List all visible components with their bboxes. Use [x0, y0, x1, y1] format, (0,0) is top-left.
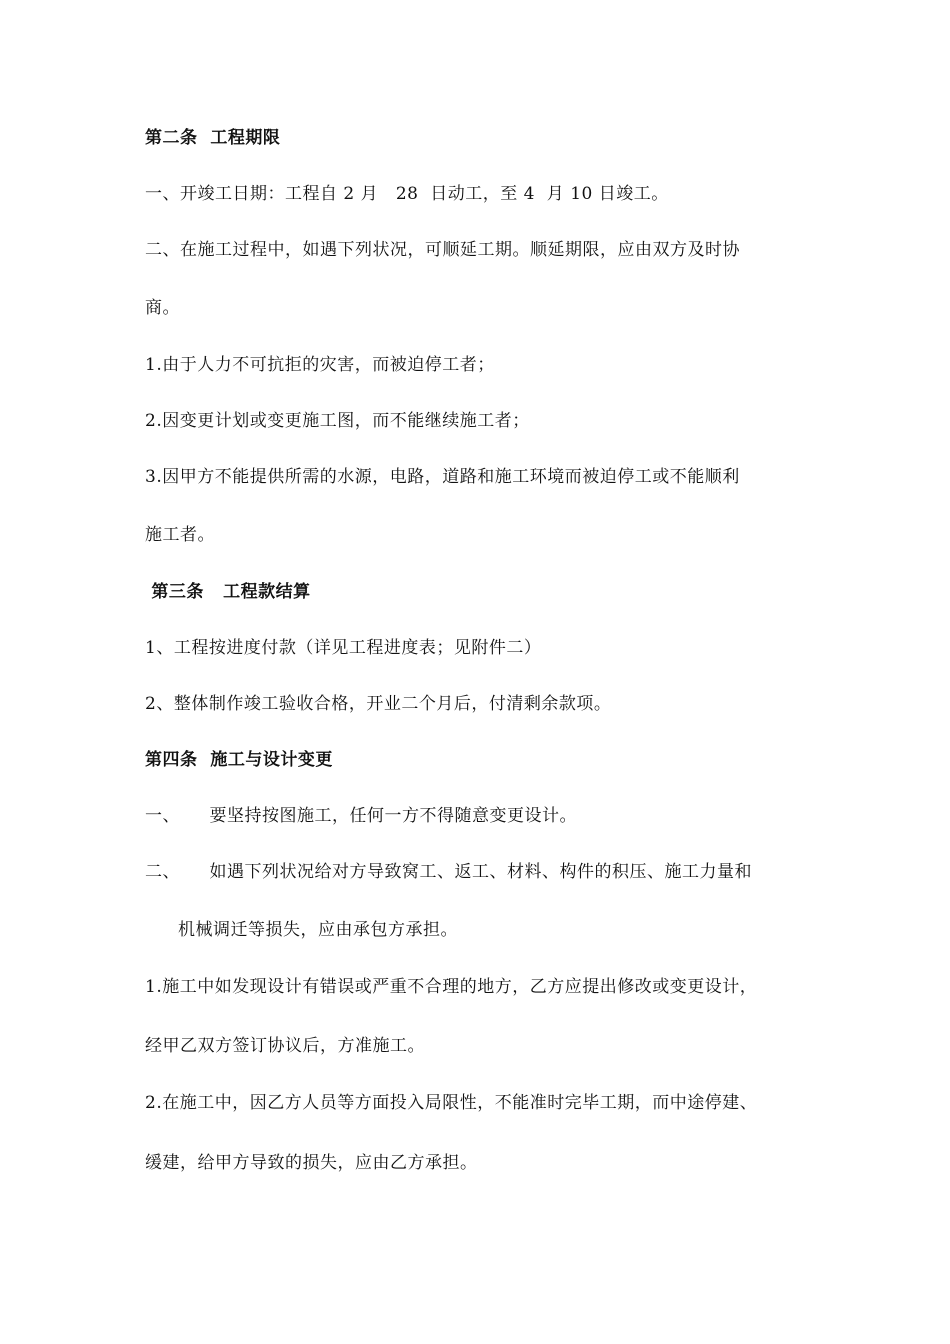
paragraph-line: 一、开竣工日期：工程自 2 月 28 日动工，至 4 月 10 日竣工。 — [145, 184, 669, 204]
paragraph-line: 缓建，给甲方导致的损失，应由乙方承担。 — [145, 1153, 478, 1173]
paragraph-line: 1、工程按进度付款（详见工程进度表；见附件二） — [145, 638, 542, 658]
section-heading-3: 第三条 工程款结算 — [145, 582, 311, 602]
paragraph-line: 机械调迁等损失，应由承包方承担。 — [178, 920, 458, 940]
paragraph-line: 3.因甲方不能提供所需的水源，电路，道路和施工环境而被迫停工或不能顺利 — [145, 467, 740, 487]
paragraph-line: 一、 要坚持按图施工，任何一方不得随意变更设计。 — [145, 806, 578, 826]
paragraph-line: 1.施工中如发现设计有错误或严重不合理的地方，乙方应提出修改或变更设计， — [145, 977, 758, 997]
paragraph-line: 经甲乙双方签订协议后，方准施工。 — [145, 1036, 425, 1056]
paragraph-line: 二、在施工过程中，如遇下列状况，可顺延工期。顺延期限，应由双方及时协 — [145, 240, 740, 260]
paragraph-line: 1.由于人力不可抗拒的灾害，而被迫停工者； — [145, 355, 495, 375]
paragraph-line: 2、整体制作竣工验收合格，开业二个月后，付清剩余款项。 — [145, 694, 612, 714]
paragraph-line: 商。 — [145, 298, 180, 318]
paragraph-line: 二、 如遇下列状况给对方导致窝工、返工、材料、构件的积压、施工力量和 — [145, 862, 753, 882]
section-heading-4: 第四条 施工与设计变更 — [145, 750, 333, 770]
section-heading-2: 第二条 工程期限 — [145, 128, 281, 148]
paragraph-line: 2.在施工中，因乙方人员等方面投入局限性，不能准时完毕工期，而中途停建、 — [145, 1093, 758, 1113]
paragraph-line: 施工者。 — [145, 525, 215, 545]
paragraph-line: 2.因变更计划或变更施工图，而不能继续施工者； — [145, 411, 530, 431]
